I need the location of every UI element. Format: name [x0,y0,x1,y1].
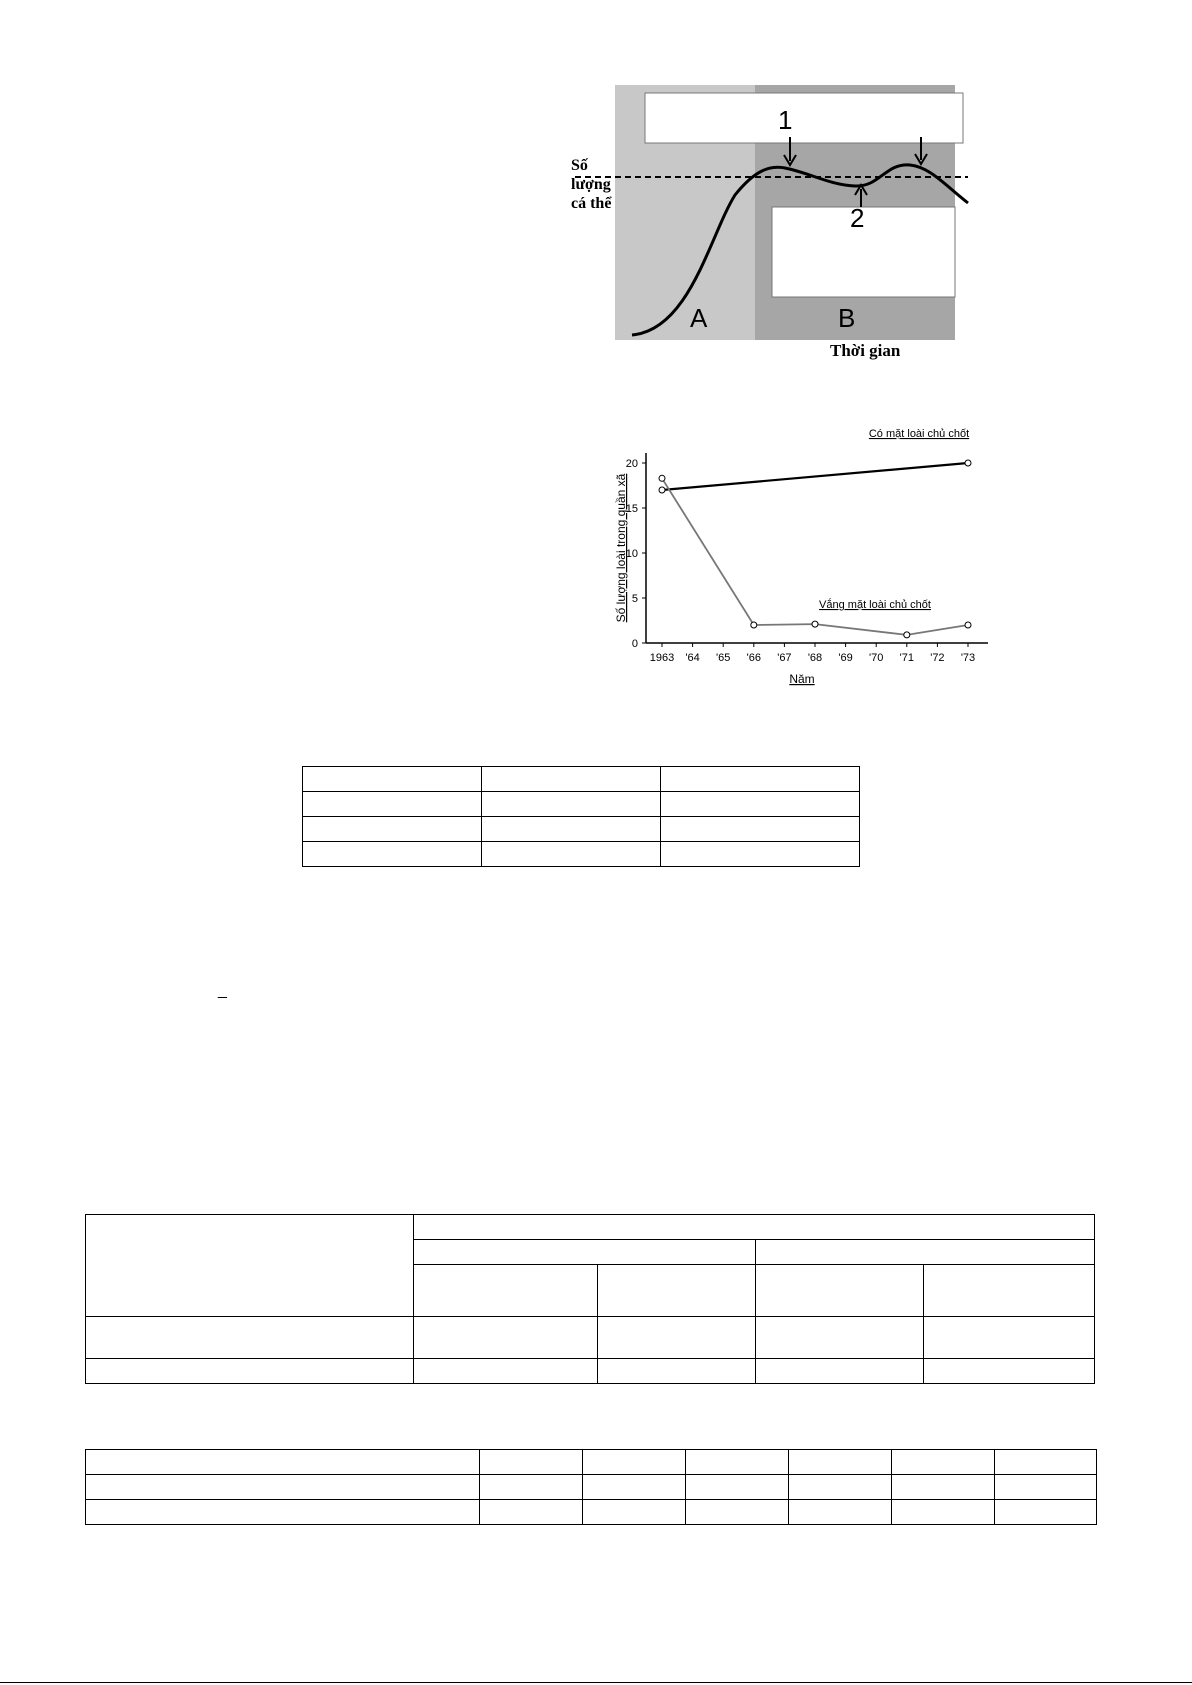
population-growth-figure [570,85,1000,365]
table-row [303,817,860,842]
series-label: Có mặt loài chủ chốt [868,428,970,440]
table-cell [598,1359,756,1384]
table-cell [995,1450,1097,1475]
marker-1-label: 1 [778,105,793,135]
table-cell [995,1475,1097,1500]
table-cell [480,1450,583,1475]
table-row [86,1475,1097,1500]
series-line [662,478,968,635]
table-row [86,1500,1097,1525]
table-cell [686,1450,789,1475]
population-axis-line-2: lượng [571,176,611,193]
keystone-species-chart [570,420,1000,690]
table-row [86,1359,1095,1384]
table-cell [480,1475,583,1500]
x-tick-label: '72 [930,652,945,664]
series-line [662,463,968,490]
table-cell [414,1359,598,1384]
data-point [751,622,757,628]
x-tick-label: '69 [838,652,853,664]
time-axis-label: Thời gian [830,341,901,360]
x-tick-label: '66 [746,652,761,664]
data-point [659,487,665,493]
population-axis-line-1: Số [571,157,588,174]
table-row [303,842,860,867]
table-cell [414,1240,756,1265]
table-cell [789,1500,892,1525]
table-cell [303,792,482,817]
x-tick-label: '65 [716,652,731,664]
y-tick-label: 5 [631,593,638,605]
table-cell [924,1265,1095,1317]
table-row [86,1450,1097,1475]
x-tick-label: '67 [777,652,792,664]
table-cell [661,842,860,867]
table-row [303,767,860,792]
series-label: Vắng mặt loài chủ chốt [819,599,931,611]
page-bottom-rule [0,1682,1192,1683]
y-axis-title: Số lượng loài trong quần xã [614,473,628,623]
phase-b-label: B [838,303,856,333]
table-cell [661,792,860,817]
y-tick-label: 15 [625,503,638,515]
table-row [86,1317,1095,1359]
data-point [812,621,818,627]
marker-2-label: 2 [850,203,865,233]
table-cell [924,1359,1095,1384]
table-cell [583,1450,686,1475]
table-cell [480,1500,583,1525]
table-cell [924,1317,1095,1359]
x-axis-title: Năm [789,672,815,686]
table-cell [86,1359,414,1384]
table-cell [482,767,661,792]
y-tick-label: 0 [631,638,638,650]
table-cell [661,817,860,842]
x-tick-label: '64 [685,652,700,664]
table-cell [482,842,661,867]
keystone-chart-svg [570,420,1000,690]
table-cell [86,1450,480,1475]
x-tick-label: '68 [807,652,823,664]
table-cell [756,1359,924,1384]
table-cell [756,1265,924,1317]
x-tick-label: '73 [960,652,976,664]
table-cell [789,1475,892,1500]
table-cell [414,1265,598,1317]
table-cell [303,817,482,842]
data-point [904,632,910,638]
table-cell [414,1215,1095,1240]
table-cell [892,1450,995,1475]
x-tick-label: '71 [899,652,914,664]
table-cell [414,1317,598,1359]
table-cell [583,1500,686,1525]
table-cell [661,767,860,792]
table-cell [756,1317,924,1359]
population-axis-label [571,156,611,213]
table-row [86,1215,1095,1240]
table-cell [598,1265,756,1317]
table-cell [789,1450,892,1475]
x-tick-label: '70 [869,652,884,664]
label-box-top [645,93,963,143]
table-cell [86,1475,480,1500]
table-cell [482,792,661,817]
nested-header-table [85,1214,1095,1384]
data-point [965,460,971,466]
table-cell [892,1500,995,1525]
data-point [965,622,971,628]
table-cell [583,1475,686,1500]
table-cell [303,842,482,867]
y-tick-label: 10 [625,548,638,560]
table-cell [86,1317,414,1359]
table-cell [598,1317,756,1359]
table-cell [303,767,482,792]
table-cell [686,1500,789,1525]
y-tick-label: 20 [625,458,638,470]
population-axis-line-3: cá thể [571,195,612,212]
table-cell [995,1500,1097,1525]
table-cell [892,1475,995,1500]
table-cell [686,1475,789,1500]
small-table [302,766,860,867]
stray-mark: _ [218,982,227,999]
table-cell [86,1215,414,1317]
table-cell [482,817,661,842]
table-cell [756,1240,1095,1265]
data-point [659,475,665,481]
table-cell [86,1500,480,1525]
phase-a-label: A [690,303,708,333]
bottom-table [85,1449,1097,1525]
table-row [303,792,860,817]
x-tick-label: 1963 [649,652,675,664]
